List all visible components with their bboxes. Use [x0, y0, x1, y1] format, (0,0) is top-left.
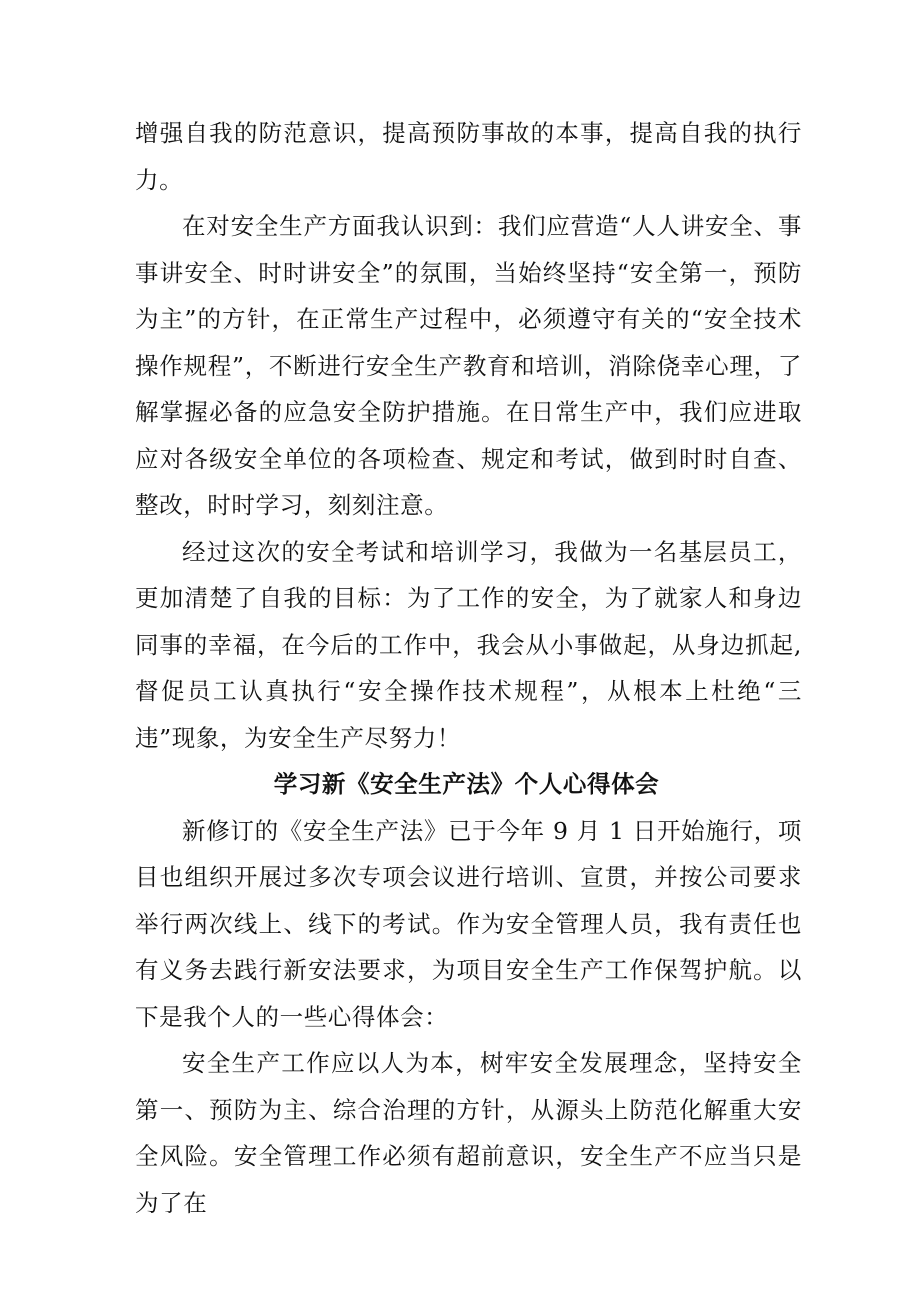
- paragraph-safety-awareness: 在对安全生产方面我认识到：我们应营造“人人讲安全、事事讲安全、时时讲安全”的氛围，当始终坚持“安全第一，预防为主”的方针，在正常生产过程中，必须遵守有关的“安全技术操作规程”，不断进行安全生产教育和培训，消除侥幸心理，了解掌握必备的应急安全防护措施。在日常生产中，我们应进取应对各级安全单位的各项检查、规定和考试，做到时时自查、整改，时时学习，刻刻注意。: [135, 212, 802, 519]
- paragraph-new-law-intro: 新修订的《安全生产法》已于今年 9 月 1 日开始施行，项目也组织开展过多次专项会议进行培训、宣贯，并按公司要求举行两次线上、线下的考试。作为安全管理人员，我有责任也有义务去践行新安法要求，为项目安全生产工作保驾护航。以下是我个人的一些心得体会：: [135, 816, 802, 1031]
- paragraph-people-first: 安全生产工作应以人为本，树牢安全发展理念，坚持安全第一、预防为主、综合治理的方针，从源头上防范化解重大安全风险。安全管理工作必须有超前意识，安全生产不应当只是为了在: [135, 1049, 802, 1217]
- paragraph-continuation: 增强自我的防范意识，提高预防事故的本事，提高自我的执行力。: [135, 119, 802, 194]
- paragraph-training-goals: 经过这次的安全考试和培训学习，我做为一名基层员工，更加清楚了自我的目标：为了工作的安全，为了就家人和身边同事的幸福，在今后的工作中，我会从小事做起，从身边抓起,督促员工认真执行“安全操作技术规程”，从根本上杜绝“三违”现象，为安全生产尽努力！: [135, 537, 802, 752]
- section-title: 学习新《安全生产法》个人心得体会: [273, 770, 660, 798]
